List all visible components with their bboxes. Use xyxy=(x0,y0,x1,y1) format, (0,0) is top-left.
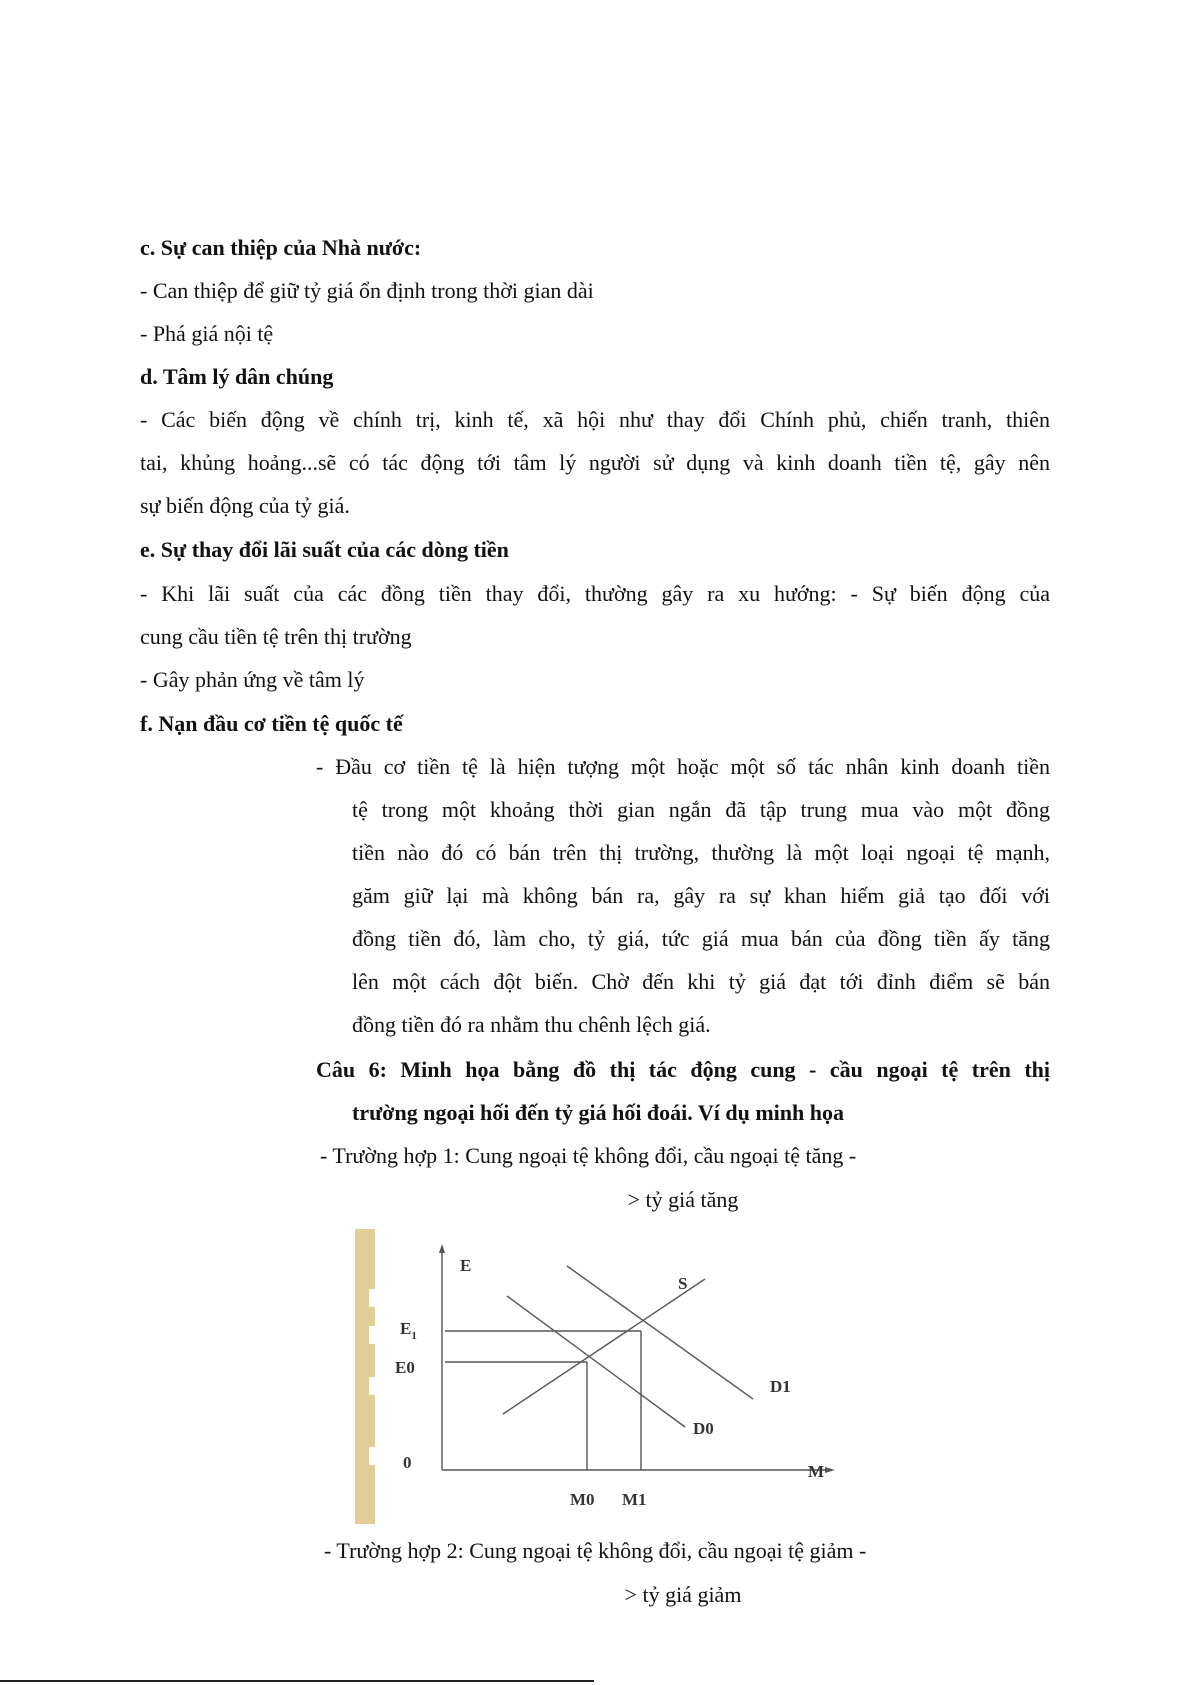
footer-rule xyxy=(0,1680,594,1682)
paragraph-line: cung cầu tiền tệ trên thị trường xyxy=(140,624,412,649)
supply-label: S xyxy=(678,1274,688,1293)
paragraph-line: - Khi lãi suất của các đồng tiền thay đổi, thường gây ra xu hướng: - Sự biến động của xyxy=(140,581,1050,606)
heading-c: c. Sự can thiệp của Nhà nước: xyxy=(140,235,422,260)
m0-label: M0 xyxy=(570,1490,595,1509)
y-axis-arrow-icon xyxy=(439,1244,445,1253)
sidebar-notch xyxy=(369,1377,379,1395)
paragraph-line: tệ trong một khoảng thời gian ngắn đã tập trung mua vào một đồng xyxy=(352,797,1050,822)
list-item: - Gây phản ứng về tâm lý xyxy=(140,667,365,692)
paragraph-line: - Các biến động về chính trị, kinh tế, xã hội như thay đổi Chính phủ, chiến tranh, thiên xyxy=(140,407,1050,432)
y-axis-label: E xyxy=(460,1256,472,1275)
paragraph-line: tiền nào đó có bán trên thị trường, thường là một loại ngoại tệ mạnh, xyxy=(352,840,1050,865)
sidebar-notch xyxy=(369,1289,379,1307)
paragraph-line: đồng tiền đó ra nhằm thu chênh lệch giá. xyxy=(352,1012,711,1037)
case-2-line: - Trường hợp 2: Cung ngoại tệ không đổi, cầu ngoại tệ giảm - xyxy=(324,1538,867,1563)
figure-sidebar xyxy=(355,1229,375,1524)
case-2-line: > tỷ giá giảm xyxy=(624,1582,742,1607)
paragraph-line: sự biến động của tỷ giá. xyxy=(140,493,350,518)
supply-demand-figure xyxy=(355,1229,855,1524)
question-title: trường ngoại hối đến tỷ giá hối đoái. Ví dụ minh họa xyxy=(352,1100,844,1125)
m1-label: M1 xyxy=(622,1490,647,1509)
list-item: - Phá giá nội tệ xyxy=(140,321,274,346)
paragraph-line: tai, khủng hoảng...sẽ có tác động tới tâm lý người sử dụng và kinh doanh tiền tệ, gây nên xyxy=(140,450,1050,475)
x-axis-arrow-icon xyxy=(825,1467,835,1473)
case-1-line: > tỷ giá tăng xyxy=(627,1187,739,1212)
supply-line xyxy=(503,1279,705,1414)
demand-d1-label: D1 xyxy=(770,1377,791,1396)
demand-d1-line xyxy=(567,1266,753,1399)
case-1-line: - Trường hợp 1: Cung ngoại tệ không đổi, cầu ngoại tệ tăng - xyxy=(320,1143,857,1168)
paragraph-line: - Đầu cơ tiền tệ là hiện tượng một hoặc một số tác nhân kinh doanh tiền xyxy=(316,754,1050,779)
x-axis-label: M xyxy=(808,1462,825,1481)
paragraph-line: đồng tiền đó, làm cho, tỷ giá, tức giá mua bán của đồng tiền ấy tăng xyxy=(352,926,1050,951)
list-item: - Can thiệp để giữ tỷ giá ổn định trong thời gian dài xyxy=(140,278,594,303)
e1-label: $E_1$ xyxy=(400,1319,417,1342)
e0-label: E0 xyxy=(395,1358,415,1377)
origin-label: 0 xyxy=(403,1453,412,1472)
heading-e: e. Sự thay đổi lãi suất của các dòng tiền xyxy=(140,537,509,562)
question-title: Câu 6: Minh họa bằng đồ thị tác động cung - cầu ngoại tệ trên thị xyxy=(316,1057,1050,1082)
heading-f: f. Nạn đầu cơ tiền tệ quốc tế xyxy=(140,711,403,736)
paragraph-line: lên một cách đột biến. Chờ đến khi tỷ giá đạt tới đỉnh điểm sẽ bán xyxy=(352,969,1050,994)
sidebar-notch xyxy=(369,1447,379,1465)
demand-d0-label: D0 xyxy=(693,1419,714,1438)
sidebar-notch xyxy=(369,1326,379,1344)
paragraph-line: găm giữ lại mà không bán ra, gây ra sự khan hiếm giả tạo đối với xyxy=(352,883,1050,908)
heading-d: d. Tâm lý dân chúng xyxy=(140,364,334,389)
